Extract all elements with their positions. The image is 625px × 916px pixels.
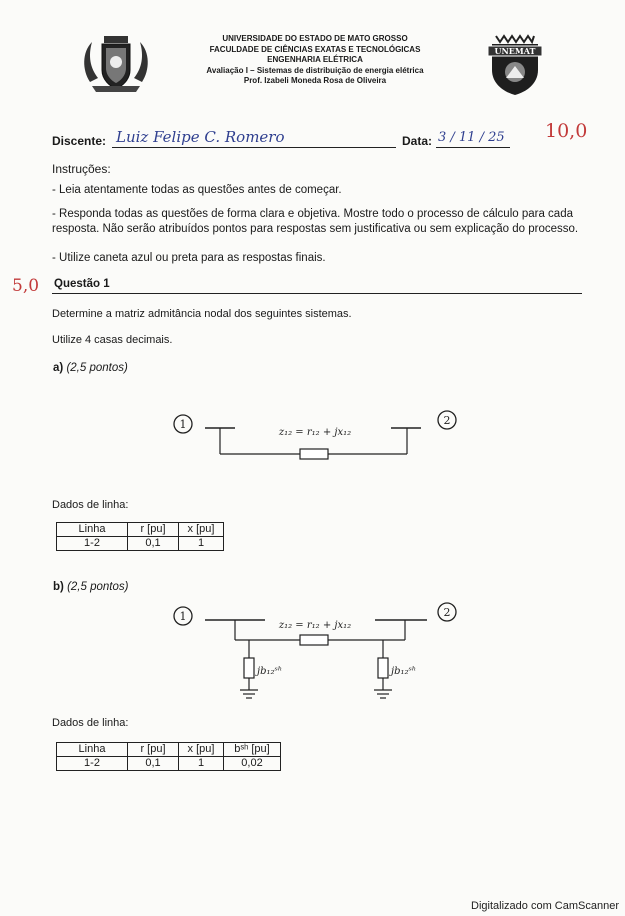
part-a-heading — [53, 362, 128, 374]
data-underline — [436, 147, 510, 148]
instructions-title: Instruções: — [52, 162, 111, 176]
table-b-header-linha: Linha — [57, 743, 128, 757]
circuit-diagram-a — [165, 408, 465, 464]
institution-header — [190, 34, 440, 87]
table-a-cell-linha: 1-2 — [57, 537, 128, 551]
table-b-header-x: x [pu] — [179, 743, 224, 757]
node-2-label: 2 — [443, 414, 451, 427]
shunt-left-label: jb₁₂ˢʰ — [257, 666, 283, 677]
line-data-table-a — [56, 522, 224, 551]
scanner-watermark: Digitalizado com CamScanner — [471, 900, 619, 912]
part-a-points: (2,5 pontos) — [66, 362, 128, 374]
instruction-item-1: - Leia atentamente todas as questões antes de começar. — [52, 184, 342, 196]
total-grade: 10,0 — [545, 120, 588, 142]
circuit-diagram-b — [165, 600, 465, 704]
table-a-cell-r: 0,1 — [128, 537, 179, 551]
header-university: UNIVERSIDADE DO ESTADO DE MATO GROSSO — [222, 34, 408, 43]
line-impedance-resistor — [300, 449, 328, 459]
shunt-right-label: jb₁₂ˢʰ — [391, 666, 417, 677]
state-coat-of-arms-logo — [80, 34, 152, 96]
table-b-header-bsh: bˢʰ [pu] — [224, 743, 281, 757]
part-b-label: b) — [53, 581, 64, 593]
table-b-cell-r: 0,1 — [128, 757, 179, 771]
question1-precision: Utilize 4 casas decimais. — [52, 334, 173, 346]
shunt-left — [244, 658, 254, 678]
shunt-right — [378, 658, 388, 678]
header-faculty: FACULDADE DE CIÊNCIAS EXATAS E TECNOLÓGICAS — [209, 44, 421, 54]
instruction-item-3: - Utilize caneta azul ou preta para as respostas finais. — [52, 252, 326, 264]
header-exam-title: Avaliação I – Sistemas de distribuição de energia elétrica — [206, 65, 424, 75]
table-b-cell-x: 1 — [179, 757, 224, 771]
discente-underline — [112, 147, 396, 148]
node-1-label-b: 1 — [179, 610, 187, 623]
node-2-label-b: 2 — [443, 606, 451, 619]
table-a-header-x: x [pu] — [179, 523, 224, 537]
question1-statement: Determine a matriz admitância nodal dos seguintes sistemas. — [52, 308, 352, 320]
question1-grade: 5,0 — [12, 276, 40, 296]
data-handwritten-date: 3 / 11 / 25 — [438, 130, 505, 145]
question1-rule — [52, 293, 582, 294]
impedance-label-b: z₁₂ = r₁₂ + jx₁₂ — [278, 620, 352, 631]
discente-label: Discente: — [52, 134, 107, 148]
table-b-header-r: r [pu] — [128, 743, 179, 757]
header-professor: Prof. Izabeli Moneda Rosa de Oliveira — [243, 76, 387, 85]
line-data-table-b — [56, 742, 281, 771]
unemat-logo-text: UNEMAT — [494, 46, 536, 56]
node-1-label: 1 — [179, 418, 187, 431]
part-b-table-title: Dados de linha: — [52, 717, 129, 729]
header-course: ENGENHARIA ELÉTRICA — [267, 55, 363, 64]
line-impedance-resistor-b — [300, 635, 328, 645]
part-b-heading — [53, 581, 128, 593]
table-a-header-linha: Linha — [57, 523, 128, 537]
table-a-cell-x: 1 — [179, 537, 224, 551]
part-a-label: a) — [53, 362, 64, 374]
impedance-label-a: z₁₂ = r₁₂ + jx₁₂ — [278, 427, 352, 438]
part-b-points: (2,5 pontos) — [67, 581, 129, 593]
discente-handwritten-name: Luiz Felipe C. Romero — [116, 128, 285, 146]
table-b-cell-bsh: 0,02 — [224, 757, 281, 771]
question1-title: Questão 1 — [54, 278, 110, 290]
data-label: Data: — [402, 134, 433, 148]
part-a-table-title: Dados de linha: — [52, 499, 129, 511]
table-a-header-r: r [pu] — [128, 523, 179, 537]
unemat-logo — [482, 34, 548, 96]
table-b-cell-linha: 1-2 — [57, 757, 128, 771]
instruction-item-2: - Responda todas as questões de forma clara e objetiva. Mostre todo o processo de cálculo para cada resposta. Não serão atribuídos pontos para respostas sem justificativa ou sem explicação do processo. — [52, 208, 579, 235]
